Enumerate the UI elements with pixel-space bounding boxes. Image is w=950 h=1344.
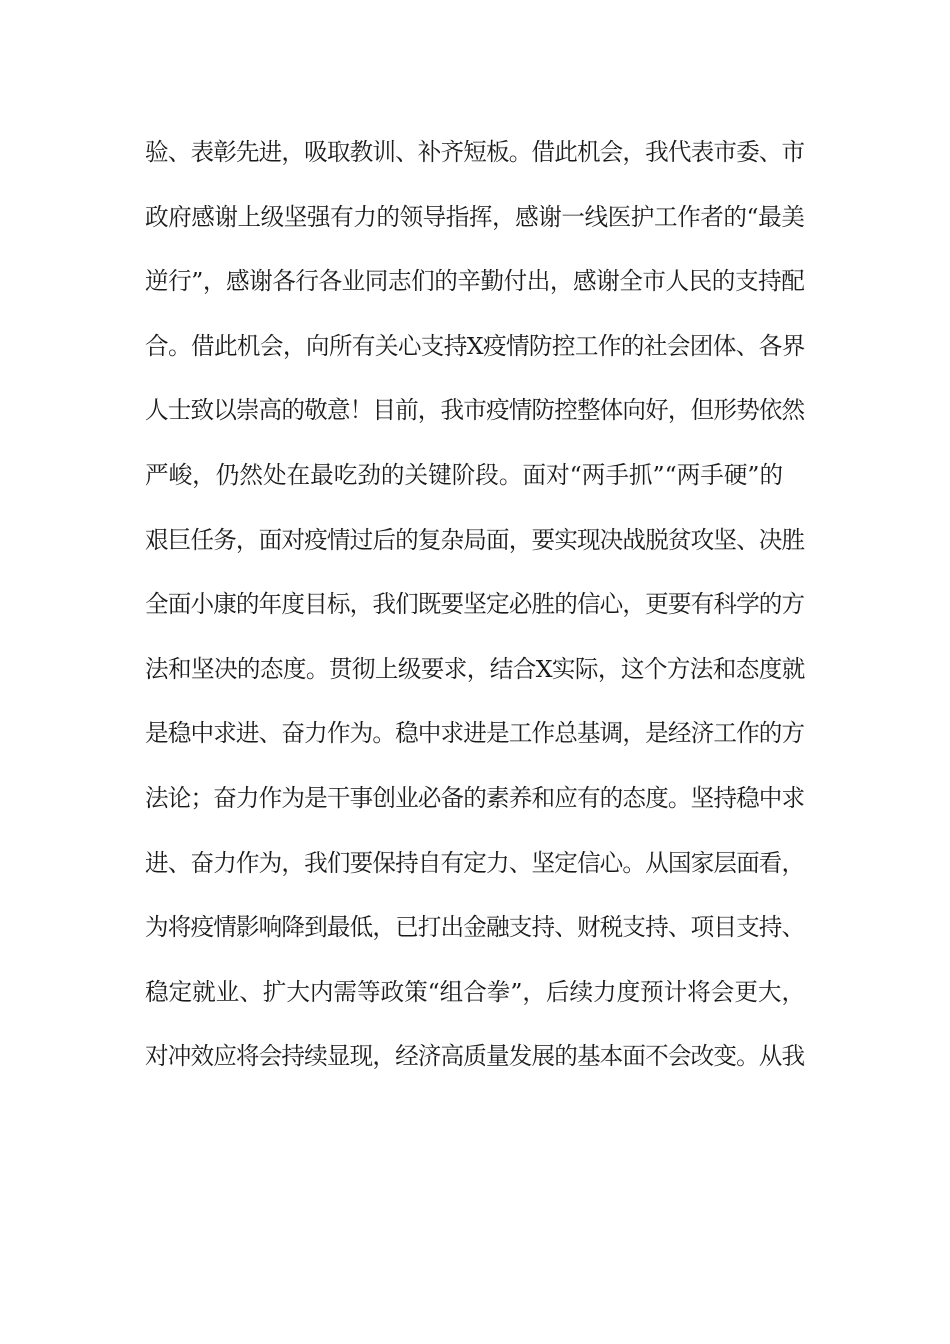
text-line: 进、奋力作为，我们要保持自有定力、坚定信心。从国家层面看，: [145, 848, 805, 877]
text-line: 稳定就业、扩大内需等政策“组合拳”，后续力度预计将会更大，: [145, 977, 805, 1006]
text-line: 艰巨任务，面对疫情过后的复杂局面，要实现决战脱贫攻坚、决胜: [145, 525, 805, 554]
text-line: 政府感谢上级坚强有力的领导指挥，感谢一线医护工作者的“最美: [145, 202, 805, 231]
text-line: 逆行”，感谢各行各业同志们的辛勤付出，感谢全市人民的支持配: [145, 267, 805, 296]
text-line: 合。借此机会，向所有关心支持X疫情防控工作的社会团体、各界: [145, 331, 805, 360]
text-line: 全面小康的年度目标，我们既要坚定必胜的信心，更要有科学的方: [145, 590, 805, 619]
text-line: 验、表彰先进，吸取教训、补齐短板。借此机会，我代表市委、市: [145, 138, 805, 166]
text-line: 法和坚决的态度。贯彻上级要求，结合X实际，这个方法和态度就: [145, 654, 805, 683]
text-line: 是稳中求进、奋力作为。稳中求进是工作总基调，是经济工作的方: [145, 719, 805, 748]
body-text: [145, 131, 805, 1100]
text-line: 严峻，仍然处在最吃劲的关键阶段。面对“两手抓”“两手硬”的: [145, 460, 784, 489]
text-line: 为将疫情影响降到最低，已打出金融支持、财税支持、项目支持、: [145, 913, 805, 942]
text-line: 对冲效应将会持续显现，经济高质量发展的基本面不会改变。从我: [145, 1042, 805, 1071]
text-line: 人士致以崇高的敬意！目前，我市疫情防控整体向好，但形势依然: [145, 396, 805, 425]
text-line: 法论；奋力作为是干事创业必备的素养和应有的态度。坚持稳中求: [145, 783, 805, 812]
